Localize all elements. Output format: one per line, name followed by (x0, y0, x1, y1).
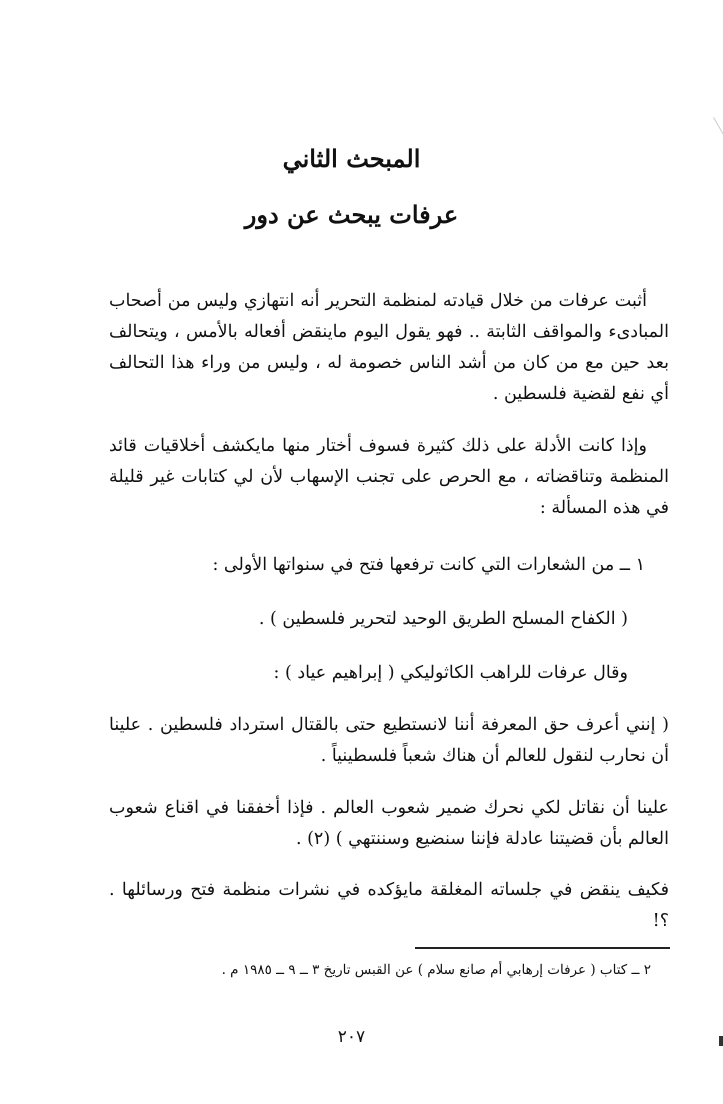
section-subtitle: عرفات يبحث عن دور (244, 200, 459, 229)
quote-paragraph-1: ( إنني أعرف حق المعرفة أننا لانستطيع حتى بالقتال استرداد فلسطين . علينا أن نحارب لنقول للعالم أن هناك شعباً فلسطينياً . (109, 715, 669, 766)
footnote-divider (415, 947, 670, 949)
quote-intro: وقال عرفات للراهب الكاثوليكي ( إبراهيم عياد ) : (273, 663, 628, 683)
quote-paragraph-2: علينا أن نقاتل لكي نحرك ضمير شعوب العالم . فإذا أخفقنا في اقناع شعوب العالم بأن قضيتنا عادلة فإننا سنضيع وسننتهي ) (٢) . (109, 798, 669, 849)
scan-edge-mark (713, 117, 723, 135)
footnote: ٢ ــ كتاب ( عرفات إرهابي أم صانع سلام ) عن القبس تاريخ ٣ ــ ٩ ــ ١٩٨٥ م . (221, 962, 651, 978)
closing-question: فكيف ينقض في جلساته المغلقة مايؤكده في نشرات منظمة فتح ورسائلها . ؟! (109, 880, 669, 931)
paragraph-1: أثبت عرفات من خلال قيادته لمنظمة التحرير أنه انتهازي وليس من أصحاب المبادىء والمواقف الثابتة .. فهو يقول اليوم ماينقض أفعاله بالأمس ، ويتحالف بعد حين مع من كان من أشد الناس خصومة له ، وليس من وراء هذا التحالف أي نفع لقضية فلسطين . (109, 291, 669, 404)
page-number: ٢٠٧ (337, 1027, 366, 1047)
section-title: المبحث الثاني (282, 144, 421, 173)
paragraph-2: وإذا كانت الأدلة على ذلك كثيرة فسوف أختار منها مايكشف أخلاقيات قائد المنظمة وتناقضاته ، مع الحرص على تجنب الإسهاب لأن لي كتابات غير قليلة في هذه المسألة : (109, 436, 669, 518)
scan-edge-dot (719, 1036, 723, 1046)
numbered-point-1: ١ ــ من الشعارات التي كانت ترفعها فتح في سنواتها الأولى : (212, 555, 645, 575)
slogan-quote: ( الكفاح المسلح الطريق الوحيد لتحرير فلسطين ) . (258, 609, 628, 629)
